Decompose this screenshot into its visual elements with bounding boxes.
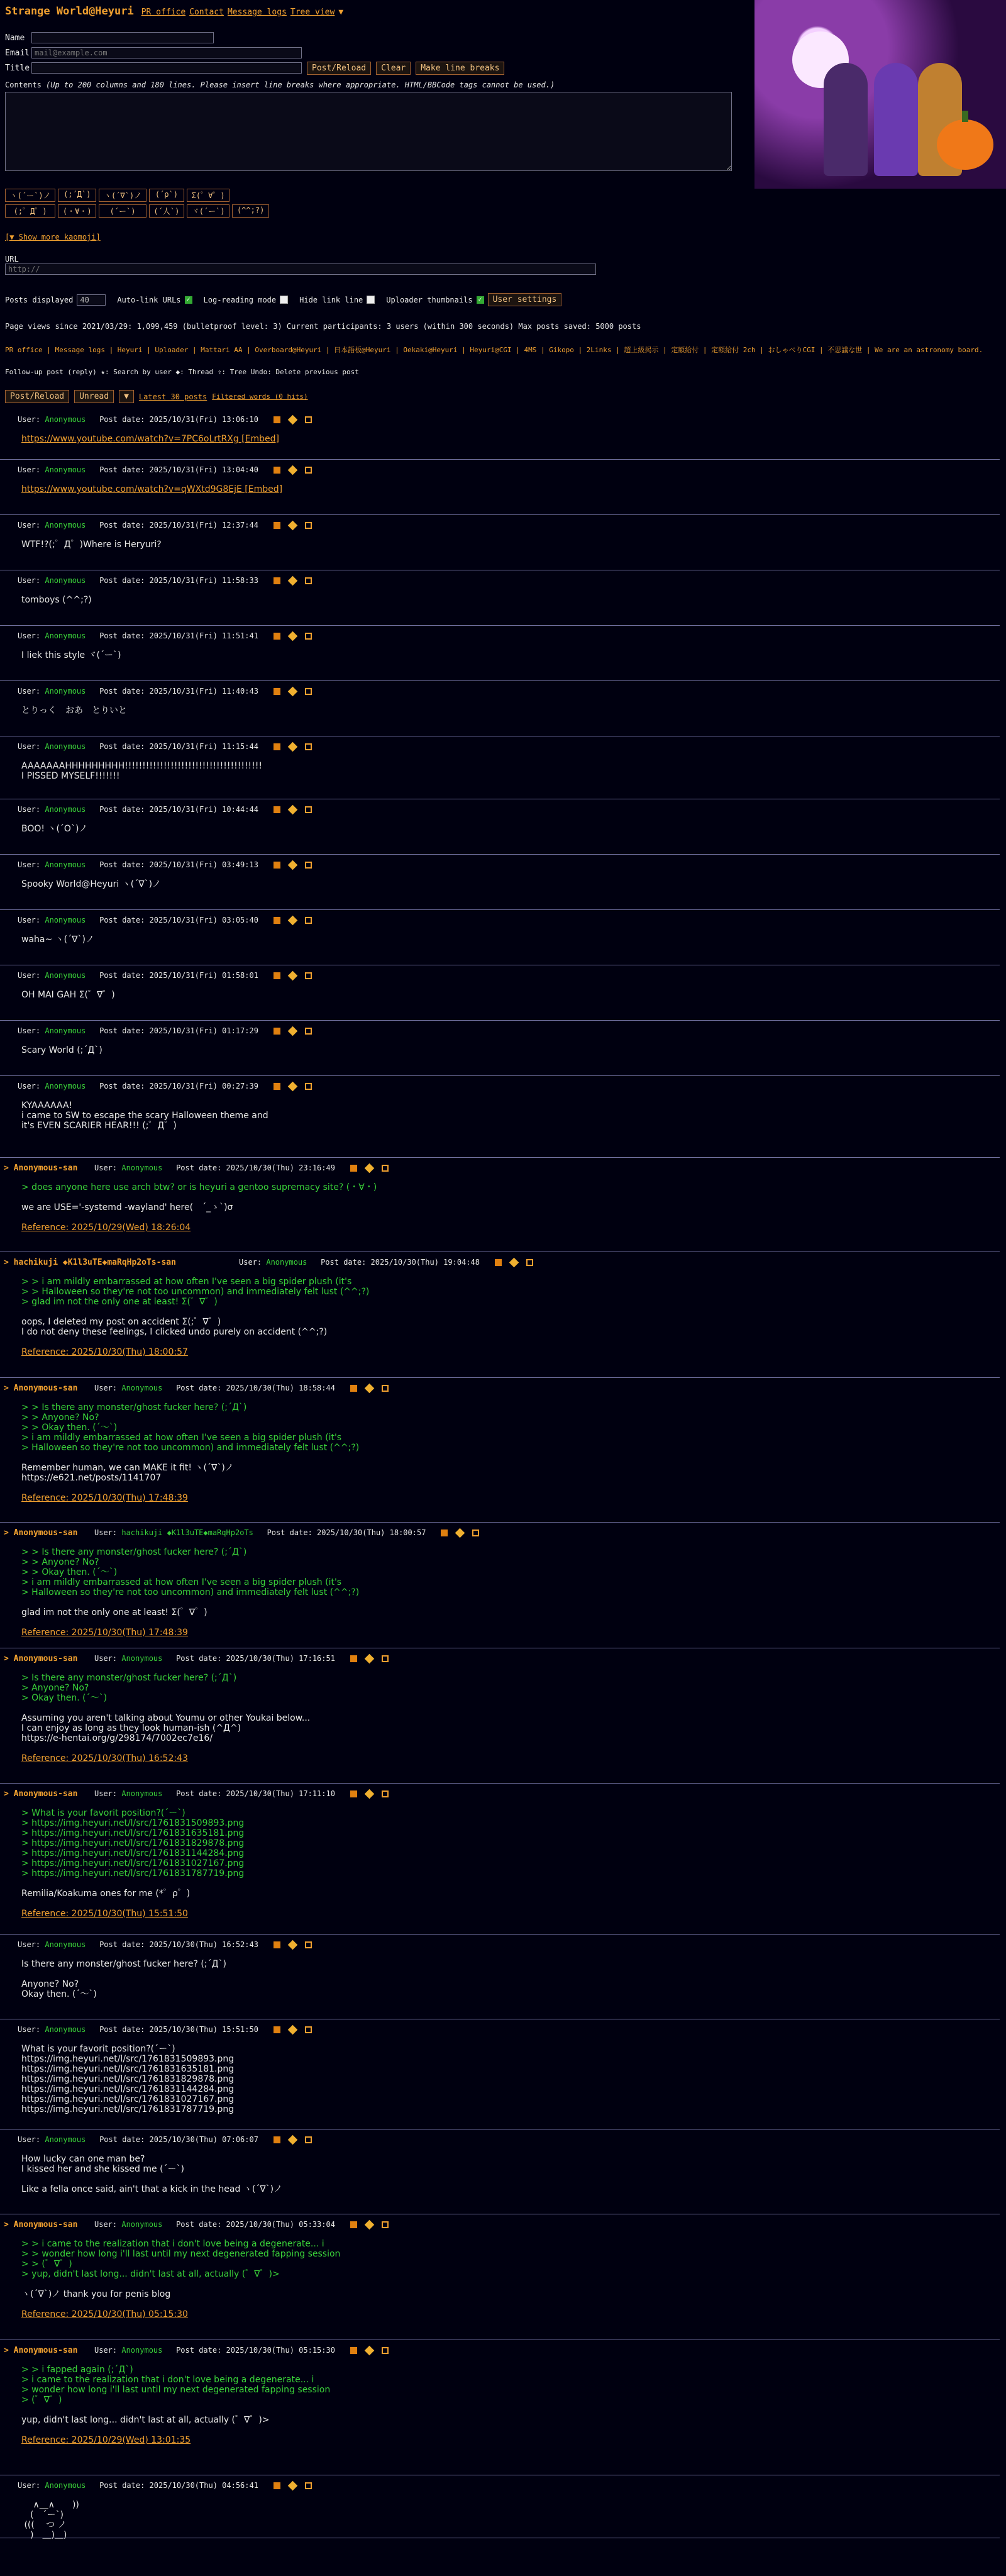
thread-icon[interactable] [365, 2346, 375, 2356]
user-label: User: [18, 687, 41, 696]
post-body: Assuming you aren't talking about Youmu or other Youkai below... I can enjoy as long as they look human-ish (^Д^) https://e-hentai.org/g/298174/7002ec7e16/ [21, 1713, 311, 1743]
reference-link[interactable]: Reference: 2025/10/30(Thu) 05:15:30 [21, 2309, 188, 2319]
user-label: User: [239, 1258, 262, 1267]
user-label: User: [18, 576, 41, 585]
post [0, 854, 1000, 910]
post-body: glad im not the only one at least! Σ(゜∇゜) [21, 1607, 207, 1618]
post-body: KYAAAAAA! i came to SW to escape the scary Halloween theme and it's EVEN SCARIER HEAR!!! (;゜Д゜) [21, 1101, 268, 1131]
tree-icon[interactable] [382, 2221, 389, 2228]
post-body: Scary World (;´Д`) [21, 1045, 102, 1055]
clear-button[interactable]: Clear [376, 62, 411, 75]
user-label: User: [18, 465, 41, 474]
post-title[interactable]: > Anonymous-san [4, 2346, 78, 2355]
post [0, 2214, 1000, 2340]
reply-icon[interactable] [274, 1941, 280, 1948]
kaomoji-button[interactable]: (´ρ`) [149, 189, 184, 202]
user-label: User: [18, 1940, 41, 1949]
name-label: Name [5, 33, 25, 43]
user-name[interactable]: Anonymous [45, 860, 86, 869]
thread-icon[interactable] [288, 742, 298, 752]
kaomoji-button[interactable]: (´ー`) [99, 204, 146, 218]
tree-icon[interactable] [305, 1083, 312, 1090]
post [0, 736, 1000, 799]
post-date: Post date: 2025/10/30(Thu) 18:58:44 [176, 1384, 335, 1392]
thread-icon[interactable] [509, 1258, 519, 1268]
kaomoji-button[interactable]: ヾ(´ー`) [187, 204, 229, 218]
user-name[interactable]: Anonymous [121, 1384, 163, 1392]
toggle-arrow-icon[interactable]: ▼ [338, 8, 344, 17]
post-date: Post date: 2025/10/31(Fri) 11:40:43 [99, 687, 258, 696]
filtered-words-link[interactable]: Filtered words (0 hits) [212, 392, 308, 401]
link-pr-office[interactable]: PR office [141, 8, 186, 17]
post-body: とりっく おあ とりいと [21, 706, 127, 716]
thread-icon[interactable] [288, 805, 298, 815]
user-name[interactable]: Anonymous [121, 1654, 163, 1663]
user-label: User: [18, 916, 41, 924]
kaomoji-button[interactable]: (;´Д`) [58, 189, 96, 202]
thread-icon[interactable] [288, 465, 298, 475]
thread-icon[interactable] [365, 1384, 375, 1394]
tree-icon[interactable] [305, 1028, 312, 1035]
post-title[interactable]: > Anonymous-san [4, 1789, 78, 1799]
tree-icon[interactable] [305, 972, 312, 979]
user-name[interactable]: Anonymous [45, 631, 86, 640]
post-date: Post date: 2025/10/31(Fri) 13:04:40 [99, 465, 258, 474]
thread-icon[interactable] [288, 916, 298, 926]
user-label: User: [18, 860, 41, 869]
thread-icon[interactable] [365, 1789, 375, 1799]
line-breaks-button[interactable]: Make line breaks [416, 62, 504, 75]
post [0, 680, 1000, 736]
user-label: User: [18, 521, 41, 530]
posts-displayed-field[interactable] [77, 294, 106, 306]
user-label: User: [18, 415, 41, 424]
post [0, 625, 1000, 681]
post-reload-button[interactable]: Post/Reload [307, 62, 371, 75]
post [0, 1783, 1000, 1935]
post-date: Post date: 2025/10/30(Thu) 04:56:41 [99, 2481, 258, 2490]
reply-icon[interactable] [274, 2482, 280, 2489]
post-date: Post date: 2025/10/30(Thu) 17:11:10 [176, 1789, 335, 1798]
thread-icon[interactable] [365, 1163, 375, 1174]
post-title[interactable]: > Anonymous-san [4, 1163, 78, 1173]
post-date: Post date: 2025/10/31(Fri) 01:17:29 [99, 1026, 258, 1035]
user-name[interactable]: Anonymous [45, 2481, 86, 2490]
user-label: User: [94, 1528, 118, 1537]
user-label: User: [94, 2220, 118, 2229]
posts-displayed-label: Posts displayed [5, 295, 74, 304]
post [0, 1377, 1000, 1523]
reference-link[interactable]: Reference: 2025/10/30(Thu) 17:48:39 [21, 1493, 188, 1503]
nav-links[interactable]: PR office | Message logs | Heyuri | Uploader | Mattari AA | Overboard@Heyuri | 日本語板@Heyuri | Oekaki@Heyuri | Heyuri@CGI | 4MS | Gikopo | 2Links | 超上級掲示 | 定額給付 | 定額給付 2ch | おしゃべりCGI | 不思議な世 | We are an astronomy board. [5, 346, 983, 354]
user-name[interactable]: Anonymous [121, 1163, 163, 1172]
post [0, 1648, 1000, 1784]
kaomoji-button[interactable]: (・∀・) [58, 204, 96, 218]
user-name[interactable]: Anonymous [121, 2346, 163, 2355]
hideline-label: Hide link line [299, 295, 363, 304]
post [0, 2019, 1000, 2129]
quoted-text: > What is your favorit position?(´ー`) > https://img.heyuri.net/l/src/1761831509893.png > https://img.heyuri.net/l/src/1761831635181.png > https://img.heyuri.net/l/src/1761831829878.png > https://img.heyuri.net/l/src/1761831144284.png > https://img.heyuri.net/l/src/1761831027167.png > https://img.heyuri.net/l/src/1761831787719.png [21, 1808, 245, 1879]
user-label: User: [94, 1654, 118, 1663]
post-date: Post date: 2025/10/31(Fri) 00:27:39 [99, 1082, 258, 1091]
quoted-text: > does anyone here use arch btw? or is heyuri a gentoo supremacy site? (・∀・) [21, 1182, 377, 1192]
site-title: Strange World@Heyuri [5, 5, 134, 18]
post-body: BOO! ヽ(´O`)ノ [21, 824, 88, 834]
thread-icon[interactable] [288, 687, 298, 697]
kaomoji-panel [5, 189, 269, 218]
thread-icon[interactable] [288, 521, 298, 531]
quoted-text: > > Is there any monster/ghost fucker here? (;´Д`) > > Anyone? No? > > Okay then. (´～`) > i am mildly embarrassed at how often I've seen a big spider plush (it's > Halloween so they're not too uncommon) and immediately felt lust (^^;?) [21, 1547, 360, 1597]
user-name[interactable]: Anonymous [45, 415, 86, 424]
user-label: User: [94, 1789, 118, 1798]
tree-icon[interactable] [305, 743, 312, 750]
reply-icon[interactable] [274, 1028, 280, 1035]
post-date: Post date: 2025/10/30(Thu) 18:00:57 [267, 1528, 426, 1537]
tree-icon[interactable] [305, 416, 312, 423]
post-body: we are USE='-systemd -wayland' here( ´_ゝ`)σ [21, 1202, 233, 1213]
header-area [0, 0, 1006, 189]
quoted-text: > > i fapped again (;´Д`) > i came to the realization that i don't love being a degenerate... i > wonder how long i'll last until my next degenerated fapping session > (゜∇゜) [21, 2365, 331, 2405]
contents-textarea[interactable] [5, 92, 732, 171]
post-form [5, 30, 728, 171]
reference-link[interactable]: Reference: 2025/10/29(Wed) 18:26:04 [21, 1223, 191, 1233]
post [0, 1252, 1000, 1378]
user-label: User: [18, 1082, 41, 1091]
collapse-arrow-button[interactable]: ▼ [119, 390, 134, 403]
reference-link[interactable]: Reference: 2025/10/30(Thu) 16:52:43 [21, 1753, 188, 1763]
user-name[interactable]: Anonymous [121, 1789, 163, 1798]
thread-icon[interactable] [288, 971, 298, 981]
kaomoji-button[interactable]: (;゜Д゜) [5, 204, 55, 218]
reply-icon[interactable] [274, 2026, 280, 2033]
post-body: Remember human, we can MAKE it fit! ヽ(´∇`)ノ https://e621.net/posts/1141707 [21, 1463, 234, 1483]
link-contact[interactable]: Contact [189, 8, 224, 17]
user-name[interactable]: Anonymous [121, 2220, 163, 2229]
post-date: Post date: 2025/10/31(Fri) 11:58:33 [99, 576, 258, 585]
reply-icon[interactable] [274, 577, 280, 584]
user-label: User: [94, 2346, 118, 2355]
post-date: Post date: 2025/10/31(Fri) 11:15:44 [99, 742, 258, 751]
quoted-text: > Is there any monster/ghost fucker here? (;´Д`) > Anyone? No? > Okay then. (´～`) [21, 1673, 237, 1703]
user-name[interactable]: Anonymous [45, 805, 86, 814]
reply-icon[interactable] [495, 1259, 502, 1266]
post-date: Post date: 2025/10/30(Thu) 19:04:48 [321, 1258, 480, 1267]
stats-line: Page views since 2021/03/29: 1,099,459 (bulletproof level: 3) Current participants: 3 users (within 300 seconds) Max posts saved: 5000 posts [5, 322, 641, 331]
thread-icon[interactable] [288, 1082, 298, 1092]
post-body: AAAAAAAHHHHHHHHH!!!!!!!!!!!!!!!!!!!!!!!!!!!!!!!!!!!!!!! I PISSED MYSELF!!!!!!! [21, 761, 263, 781]
user-label: User: [18, 631, 41, 640]
post [0, 1075, 1000, 1158]
post-body: OH MAI GAH Σ(゜∇゜) [21, 990, 115, 1000]
post [0, 2129, 1000, 2214]
thread-icon[interactable] [365, 1654, 375, 1664]
tree-icon[interactable] [305, 467, 312, 474]
quoted-text: > > i came to the realization that i don't love being a degenerate... i > > wonder how long i'll last until my next degenerated fapping session > > (゜∇゜) > yup, didn't last long... didn't last at all, actually (゜∇゜)> [21, 2239, 341, 2279]
kaomoji-button[interactable]: ヽ(´∇`)ノ [99, 189, 146, 202]
post [0, 909, 1000, 965]
tree-icon[interactable] [382, 1655, 389, 1662]
email-label: Email [5, 48, 30, 58]
post-date: Post date: 2025/10/30(Thu) 17:16:51 [176, 1654, 335, 1663]
contents-label: Contents [5, 80, 41, 89]
user-label: User: [18, 2025, 41, 2034]
thumbs-label: Uploader thumbnails [386, 295, 473, 304]
reply-icon[interactable] [274, 688, 280, 695]
post-title[interactable]: > hachikuji ◆K1l3uTE◆maRqHp2oTs-san [4, 1258, 176, 1267]
reply-icon[interactable] [274, 972, 280, 979]
user-name[interactable]: Anonymous [45, 521, 86, 530]
post [0, 2475, 1000, 2538]
tree-icon[interactable] [305, 862, 312, 869]
post [0, 459, 1000, 515]
post [0, 2340, 1000, 2475]
thread-icon[interactable] [288, 1026, 298, 1036]
post-body: How lucky can one man be? I kissed her and she kissed me (´ー`) Like a fella once said, ain't that a kick in the head ヽ(´∇`)ノ [21, 2154, 283, 2194]
post [0, 1020, 1000, 1076]
quoted-text: > > i am mildly embarrassed at how often I've seen a big spider plush (it's > > Halloween so they're not too uncommon) and immediately felt lust (^^;?) > glad im not the only one at least! Σ(゜∇゜) [21, 1277, 370, 1307]
post-body[interactable]: https://www.youtube.com/watch?v=qWXtd9G8EjE [Embed] [21, 484, 283, 494]
post-date: Post date: 2025/10/31(Fri) 10:44:44 [99, 805, 258, 814]
post-body: oops, I deleted my post on accident Σ(;゜∇゜) I do not deny these feelings, I clicked undo purely on accident (^^;?) [21, 1317, 328, 1337]
post-body: ∧＿∧ )) ( ´ー`) ((( つ ノ ) ＿)＿) [24, 2500, 79, 2540]
post-date: Post date: 2025/10/30(Thu) 16:52:43 [99, 1940, 258, 1949]
reply-icon[interactable] [441, 1530, 448, 1536]
post [0, 1157, 1000, 1252]
user-name[interactable]: Anonymous [45, 687, 86, 696]
tree-icon[interactable] [526, 1259, 533, 1266]
reload-button[interactable]: Post/Reload [5, 390, 69, 403]
url-label: URL [5, 255, 19, 264]
post [0, 570, 1000, 626]
reply-icon[interactable] [350, 1790, 357, 1797]
link-message-logs[interactable]: Message logs [227, 8, 287, 17]
user-name[interactable]: Anonymous [45, 1082, 86, 1091]
post-body: WTF!?(;゜Д゜)Where is Heryuri? [21, 540, 162, 550]
tree-icon[interactable] [305, 1941, 312, 1948]
title-label: Title [5, 63, 30, 73]
reply-icon[interactable] [274, 467, 280, 474]
reply-icon[interactable] [274, 2136, 280, 2143]
post-body[interactable]: https://www.youtube.com/watch?v=7PC6oLrtRXg [Embed] [21, 434, 279, 444]
quoted-text: > > Is there any monster/ghost fucker here? (;´Д`) > > Anyone? No? > > Okay then. (´～`) > i am mildly embarrassed at how often I've seen a big spider plush (it's > Halloween so they're not too uncommon) and immediately felt lust (^^;?) [21, 1402, 360, 1453]
user-label: User: [18, 1026, 41, 1035]
kaomoji-button[interactable]: ヽ(´ー`)ノ [5, 189, 55, 202]
post-date: Post date: 2025/10/30(Thu) 05:15:30 [176, 2346, 335, 2355]
thread-icon[interactable] [455, 1528, 465, 1538]
thread-icon[interactable] [288, 1940, 298, 1950]
latest-posts-link[interactable]: Latest 30 posts [138, 392, 207, 401]
tree-icon[interactable] [305, 577, 312, 584]
pumpkin-icon [937, 119, 993, 170]
post-body: tomboys (^^;?) [21, 595, 92, 605]
reference-link[interactable]: Reference: 2025/10/30(Thu) 15:51:50 [21, 1909, 188, 1919]
user-name[interactable]: Anonymous [45, 742, 86, 751]
tree-icon[interactable] [305, 522, 312, 529]
thread-icon[interactable] [288, 2481, 298, 2491]
reference-link[interactable]: Reference: 2025/10/30(Thu) 18:00:57 [21, 1347, 188, 1357]
post-title[interactable]: > Anonymous-san [4, 1528, 78, 1538]
post-body: Is there any monster/ghost fucker here? (;´Д`) Anyone? No? Okay then. (´～`) [21, 1959, 226, 1999]
thread-icon[interactable] [288, 576, 298, 586]
kaomoji-button[interactable]: (^^;?) [232, 204, 269, 218]
post-date: Post date: 2025/10/31(Fri) 03:05:40 [99, 916, 258, 924]
legend-line: Follow-up post (reply) ★: Search by user ◆: Thread ⇧: Tree Undo: Delete previous post [5, 368, 359, 376]
post-title[interactable]: > Anonymous-san [4, 1384, 78, 1393]
reference-link[interactable]: Reference: 2025/10/29(Wed) 13:01:35 [21, 2435, 191, 2445]
reply-icon[interactable] [274, 806, 280, 813]
user-label: User: [18, 805, 41, 814]
unread-button[interactable]: Unread [74, 390, 114, 403]
post [0, 514, 1000, 570]
user-label: User: [94, 1163, 118, 1172]
tree-icon[interactable] [305, 917, 312, 924]
tree-icon[interactable] [305, 633, 312, 640]
tree-icon[interactable] [305, 2482, 312, 2489]
logreading-checkbox[interactable] [280, 296, 288, 304]
tree-icon[interactable] [382, 1790, 389, 1797]
contents-note: (Up to 200 columns and 180 lines. Please insert line breaks where appropriate. HTML/BBCode tags cannot be used.) [46, 80, 555, 89]
tree-icon[interactable] [382, 2347, 389, 2354]
show-more-kaomoji-link[interactable]: [▼ Show more kaomoji] [5, 233, 101, 242]
post [0, 965, 1000, 1021]
user-label: User: [18, 2135, 41, 2144]
reply-icon[interactable] [274, 862, 280, 869]
tree-icon[interactable] [305, 806, 312, 813]
reply-icon[interactable] [350, 1655, 357, 1662]
logreading-label: Log-reading mode [203, 295, 277, 304]
user-label: User: [94, 1384, 118, 1392]
reference-link[interactable]: Reference: 2025/10/30(Thu) 17:48:39 [21, 1628, 188, 1638]
user-label: User: [18, 2481, 41, 2490]
email-field[interactable] [31, 47, 302, 58]
thread-icon[interactable] [288, 631, 298, 641]
user-name[interactable]: Anonymous [45, 916, 86, 924]
post-body: Remilia/Koakuma ones for me (*゜ρ゜) [21, 1889, 191, 1899]
post-date: Post date: 2025/10/30(Thu) 23:16:49 [176, 1163, 335, 1172]
user-name[interactable]: hachikuji ◆K1l3uTE◆maRqHp2oTs [121, 1528, 253, 1537]
kaomoji-button[interactable]: (´人`) [149, 204, 184, 218]
user-name[interactable]: Anonymous [45, 2025, 86, 2034]
hideline-checkbox[interactable] [367, 296, 375, 304]
post-body: waha~ ヽ(´∇`)ノ [21, 935, 94, 945]
tree-icon[interactable] [305, 2026, 312, 2033]
link-tree-view[interactable]: Tree view [290, 8, 335, 17]
user-settings-button[interactable]: User settings [488, 293, 562, 306]
user-label: User: [18, 742, 41, 751]
character-figure [824, 63, 868, 176]
autolink-label: Auto-link URLs [117, 295, 181, 304]
user-name[interactable]: Anonymous [266, 1258, 307, 1267]
thread-icon[interactable] [288, 2025, 298, 2035]
thumbs-checkbox[interactable]: ✓ [477, 296, 484, 304]
post [0, 409, 1000, 460]
post-date: Post date: 2025/10/31(Fri) 03:49:13 [99, 860, 258, 869]
thread-icon[interactable] [288, 860, 298, 870]
user-name[interactable]: Anonymous [45, 576, 86, 585]
autolink-checkbox[interactable]: ✓ [185, 296, 192, 304]
character-figure [874, 63, 918, 176]
post [0, 1934, 1000, 2019]
post-body: I liek this style ヾ(´ー`) [21, 650, 121, 660]
user-name[interactable]: Anonymous [45, 1940, 86, 1949]
reply-icon[interactable] [274, 917, 280, 924]
reply-icon[interactable] [274, 1083, 280, 1090]
tree-icon[interactable] [305, 2136, 312, 2143]
title-field[interactable] [31, 62, 302, 74]
reply-icon[interactable] [350, 1165, 357, 1172]
post-date: Post date: 2025/10/30(Thu) 15:51:50 [99, 2025, 258, 2034]
post-date: Post date: 2025/10/30(Thu) 05:33:04 [176, 2220, 335, 2229]
user-name[interactable]: Anonymous [45, 1026, 86, 1035]
tree-icon[interactable] [305, 688, 312, 695]
post-body: yup, didn't last long... didn't last at all, actually (゜∇゜)> [21, 2415, 270, 2425]
user-label: User: [18, 971, 41, 980]
halloween-banner [754, 0, 1006, 189]
post-date: Post date: 2025/10/31(Fri) 12:37:44 [99, 521, 258, 530]
post-title[interactable]: > Anonymous-san [4, 2220, 78, 2229]
tree-icon[interactable] [472, 1530, 479, 1536]
post [0, 799, 1000, 855]
tree-icon[interactable] [382, 1165, 389, 1172]
post-title[interactable]: > Anonymous-san [4, 1654, 78, 1663]
kaomoji-button[interactable]: Σ(゜∀゜) [187, 189, 229, 202]
thread-icon[interactable] [288, 2135, 298, 2145]
thread-icon[interactable] [365, 2220, 375, 2230]
post-body: Spooky World@Heyuri ヽ(´∇`)ノ [21, 879, 162, 889]
reply-icon[interactable] [274, 416, 280, 423]
reply-icon[interactable] [274, 743, 280, 750]
post-body: What is your favorit position?(´ー`) https://img.heyuri.net/l/src/1761831509893.png https://img.heyuri.net/l/src/1761831635181.png https://img.heyuri.net/l/src/1761831829878.png https://img.heyuri.net/l/src/1761831144284.png https://img.heyuri.net/l/src/1761831027167.png https://img.heyuri.net/l/src/1761831787719.png [21, 2044, 235, 2114]
post [0, 1522, 1000, 1648]
post-body: ヽ(´∇`)ノ thank you for penis blog [21, 2289, 171, 2299]
name-field[interactable] [31, 32, 214, 43]
user-name[interactable]: Anonymous [45, 465, 86, 474]
reply-icon[interactable] [274, 522, 280, 529]
post-date: Post date: 2025/10/31(Fri) 11:51:41 [99, 631, 258, 640]
reply-icon[interactable] [350, 1385, 357, 1392]
tree-icon[interactable] [382, 1385, 389, 1392]
reply-icon[interactable] [350, 2221, 357, 2228]
thread-icon[interactable] [288, 415, 298, 425]
reply-icon[interactable] [350, 2347, 357, 2354]
user-name[interactable]: Anonymous [45, 2135, 86, 2144]
post-date: Post date: 2025/10/31(Fri) 01:58:01 [99, 971, 258, 980]
post-date: Post date: 2025/10/31(Fri) 13:06:10 [99, 415, 258, 424]
reply-icon[interactable] [274, 633, 280, 640]
url-field[interactable] [5, 264, 596, 275]
user-name[interactable]: Anonymous [45, 971, 86, 980]
post-date: Post date: 2025/10/30(Thu) 07:06:07 [99, 2135, 258, 2144]
